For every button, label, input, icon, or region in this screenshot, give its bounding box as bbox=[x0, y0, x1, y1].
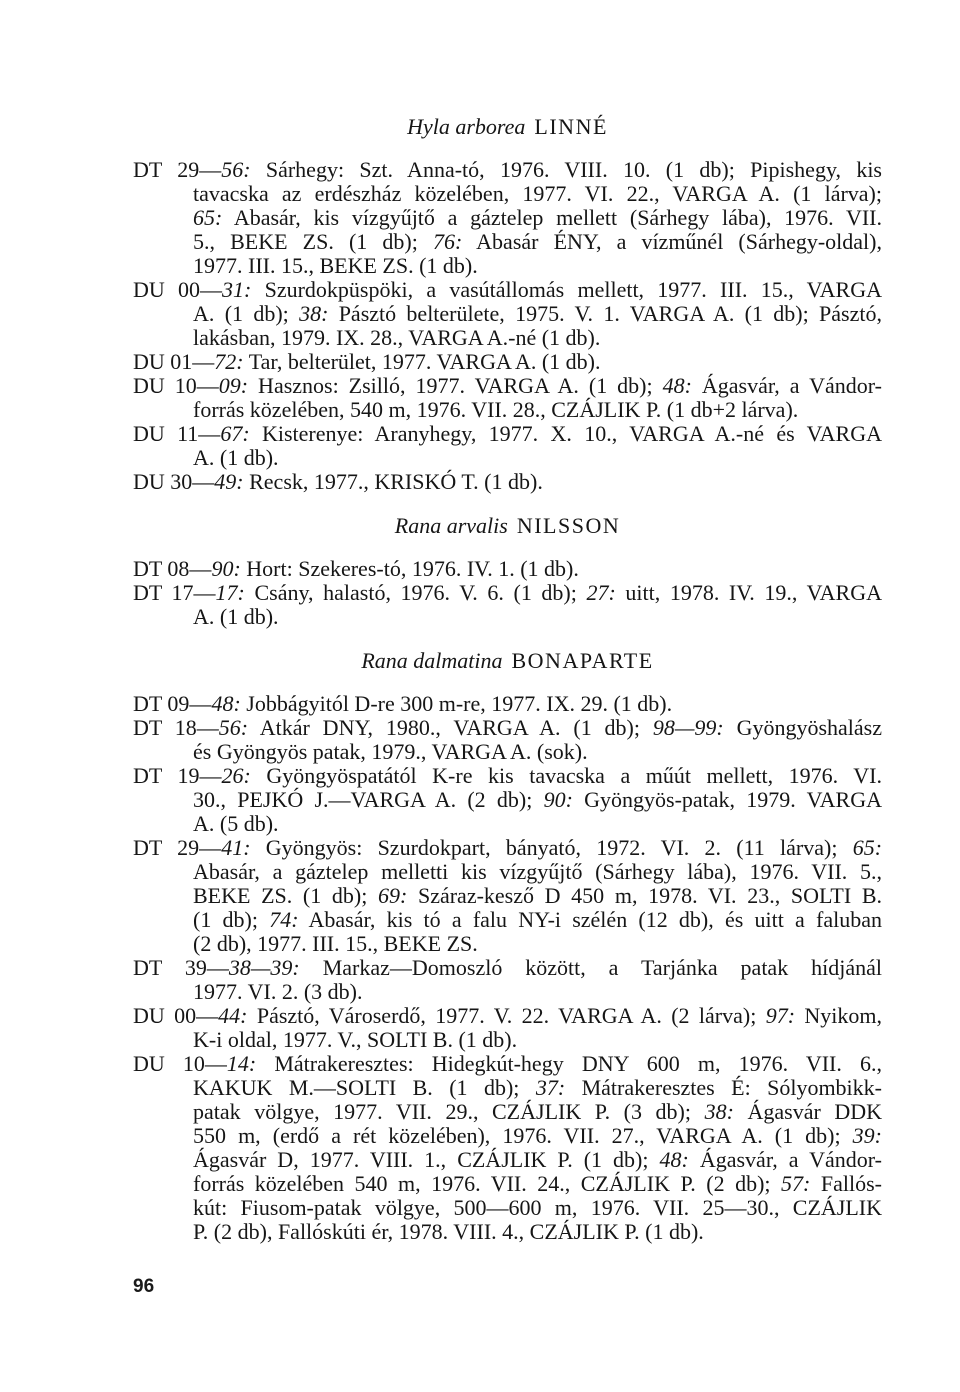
entry-line bbox=[133, 1172, 882, 1196]
record-entry bbox=[133, 1052, 882, 1244]
record-text: Tar, belterület, 1977. VARGA A. (1 db). bbox=[243, 349, 601, 374]
entry-line bbox=[133, 1100, 882, 1124]
species-name: Rana arvalis bbox=[394, 513, 508, 538]
entry-line bbox=[133, 740, 882, 764]
entry-line bbox=[133, 350, 882, 374]
entry-line bbox=[133, 470, 882, 494]
record-text: DT 08— bbox=[133, 556, 212, 581]
entry-line bbox=[133, 788, 882, 812]
locality-code: 31: bbox=[222, 277, 252, 302]
record-text: Mátrakeresztes É: Sólyombikk- bbox=[565, 1075, 882, 1100]
locality-code: 74: bbox=[269, 907, 299, 932]
entry-line bbox=[133, 908, 882, 932]
record-entry bbox=[133, 956, 882, 1004]
locality-code: 41: bbox=[221, 835, 251, 860]
record-text: 550 m, (erdő a rét közelében), 1976. VII. 27., VARGA A. (1 db); bbox=[193, 1123, 853, 1148]
locality-code: 98—99: bbox=[652, 715, 724, 740]
locality-code: 49: bbox=[214, 469, 244, 494]
entry-line bbox=[133, 932, 882, 956]
record-entry bbox=[133, 764, 882, 836]
record-text: DU 30— bbox=[133, 469, 215, 494]
record-text: A. (5 db). bbox=[193, 811, 279, 836]
record-text: (1 db); bbox=[193, 907, 270, 932]
entry-line bbox=[133, 605, 882, 629]
record-text: lakásban, 1979. IX. 28., VARGA A.-né (1 db). bbox=[193, 325, 601, 350]
entry-line bbox=[133, 158, 882, 182]
entry-line bbox=[133, 716, 882, 740]
record-text: Szurdokpüspöki, a vasútállomás mellett, 1977. III. 15., VARGA bbox=[251, 277, 882, 302]
record-text: Ágasvár DDK bbox=[733, 1099, 883, 1124]
record-text: uitt, 1978. IV. 19., VARGA bbox=[615, 580, 882, 605]
record-text: Hort: Szekeres-tó, 1976. IV. 1. (1 db). bbox=[240, 556, 579, 581]
locality-code: 90: bbox=[211, 556, 241, 581]
document-body bbox=[133, 95, 882, 1244]
record-text: Mátrakeresztes: Hidegkút-hegy DNY 600 m, 1976. VII. 6., bbox=[256, 1051, 882, 1076]
species-name: Hyla arborea bbox=[407, 114, 526, 139]
record-text: Recsk, 1977., KRISKÓ T. (1 db). bbox=[243, 469, 543, 494]
entry-line bbox=[133, 581, 882, 605]
entry-line bbox=[133, 1028, 882, 1052]
record-text: (2 db), 1977. III. 15., BEKE ZS. bbox=[193, 931, 478, 956]
record-text: Ágasvár, a Vándor- bbox=[691, 373, 882, 398]
record-text: Hasznos: Zsilló, 1977. VARGA A. (1 db); bbox=[248, 373, 663, 398]
locality-code: 38—39: bbox=[228, 955, 300, 980]
species-heading bbox=[133, 115, 882, 139]
record-entry bbox=[133, 422, 882, 470]
locality-code: 38: bbox=[704, 1099, 734, 1124]
record-text: Pásztó belterülete, 1975. V. 1. VARGA A. (1 db); Pásztó, bbox=[328, 301, 882, 326]
record-text: Ágasvár D, 1977. VIII. 1., CZÁJLIK P. (1 db); bbox=[193, 1147, 660, 1172]
record-entry bbox=[133, 692, 882, 716]
locality-code: 37: bbox=[535, 1075, 566, 1100]
record-text: KAKUK M.—SOLTI B. (1 db); bbox=[193, 1075, 536, 1100]
record-text: Atkár DNY, 1980., VARGA A. (1 db); bbox=[248, 715, 653, 740]
species-section bbox=[133, 514, 882, 629]
record-text: forrás közelében, 540 m, 1976. VII. 28., CZÁJLIK P. (1 db+2 lárva). bbox=[193, 397, 799, 422]
locality-code: 76: bbox=[432, 229, 463, 254]
record-text: Markaz—Domoszló között, a Tarjánka patak hídjánál bbox=[299, 955, 882, 980]
record-entry bbox=[133, 581, 882, 629]
locality-code: 56: bbox=[218, 715, 249, 740]
record-text: Abasár, a gáztelep melletti kis vízgyűjtő (Sárhegy lába), 1976. VII. 5., bbox=[193, 859, 882, 884]
record-text: Pásztó, Városerdő, 1977. V. 22. VARGA A. (2 lárva); bbox=[247, 1003, 766, 1028]
record-entry bbox=[133, 350, 882, 374]
locality-code: 90: bbox=[543, 787, 573, 812]
record-text: DU 00— bbox=[133, 1003, 219, 1028]
entry-line bbox=[133, 692, 882, 716]
record-text: 1977. III. 15., BEKE ZS. (1 db). bbox=[193, 253, 478, 278]
record-text: Jobbágyitól D-re 300 m-re, 1977. IX. 29. (1 db). bbox=[240, 691, 673, 716]
page-number: 96 bbox=[133, 1276, 155, 1297]
record-text: Nyikom, bbox=[795, 1003, 882, 1028]
record-text: A. (1 db); bbox=[193, 301, 300, 326]
record-text: 5., BEKE ZS. (1 db); bbox=[193, 229, 433, 254]
locality-code: 67: bbox=[220, 421, 250, 446]
entry-line bbox=[133, 1148, 882, 1172]
entry-line bbox=[133, 1196, 882, 1220]
record-text: BEKE ZS. (1 db); bbox=[193, 883, 378, 908]
locality-code: 09: bbox=[218, 373, 249, 398]
locality-code: 38: bbox=[299, 301, 329, 326]
entry-line bbox=[133, 956, 882, 980]
species-author: BONAPARTE bbox=[511, 648, 654, 673]
record-entry bbox=[133, 158, 882, 278]
record-entry bbox=[133, 374, 882, 422]
entry-line bbox=[133, 980, 882, 1004]
record-entry bbox=[133, 1004, 882, 1052]
record-text: Ágasvár, a Vándor- bbox=[688, 1147, 883, 1172]
entry-line bbox=[133, 812, 882, 836]
species-author: NILSSON bbox=[516, 513, 621, 538]
record-text: DU 10— bbox=[133, 373, 219, 398]
record-text: patak völgye, 1977. VII. 29., CZÁJLIK P. (3 db); bbox=[193, 1099, 705, 1124]
entry-line bbox=[133, 1124, 882, 1148]
record-text: DT 19— bbox=[133, 763, 222, 788]
record-text: K-i oldal, 1977. V., SOLTI B. (1 db). bbox=[193, 1027, 518, 1052]
locality-code: 65: bbox=[852, 835, 883, 860]
entry-line bbox=[133, 764, 882, 788]
record-text: Csány, halastó, 1976. V. 6. (1 db); bbox=[244, 580, 587, 605]
locality-code: 57: bbox=[781, 1171, 811, 1196]
entry-line bbox=[133, 254, 882, 278]
entry-line bbox=[133, 182, 882, 206]
record-text: P. (2 db), Fallóskúti ér, 1978. VIII. 4., CZÁJLIK P. (1 db). bbox=[193, 1219, 704, 1244]
record-entry bbox=[133, 470, 882, 494]
record-entry bbox=[133, 557, 882, 581]
record-text: DT 39— bbox=[133, 955, 229, 980]
locality-code: 69: bbox=[377, 883, 408, 908]
record-text: DT 17— bbox=[133, 580, 216, 605]
record-text: és Gyöngyös patak, 1979., VARGA A. (sok). bbox=[193, 739, 588, 764]
locality-code: 17: bbox=[215, 580, 245, 605]
entry-line bbox=[133, 446, 882, 470]
species-heading bbox=[133, 514, 882, 538]
record-text: Gyöngyös: Szurdokpart, bányató, 1972. VI. 2. (11 lárva); bbox=[250, 835, 853, 860]
record-text: A. (1 db). bbox=[193, 604, 279, 629]
record-text: DT 18— bbox=[133, 715, 219, 740]
record-text: DU 01— bbox=[133, 349, 215, 374]
entry-line bbox=[133, 206, 882, 230]
entry-line bbox=[133, 326, 882, 350]
locality-code: 48: bbox=[659, 1147, 689, 1172]
record-text: Abasár, kis tó a falu NY-i szélén (12 db), és uitt a faluban bbox=[298, 907, 882, 932]
entry-line bbox=[133, 1076, 882, 1100]
record-text: Száraz-kesző D 450 m, 1978. VI. 23., SOLTI B. bbox=[407, 883, 882, 908]
species-section bbox=[133, 649, 882, 1244]
record-text: DT 09— bbox=[133, 691, 212, 716]
record-text: DU 00— bbox=[133, 277, 223, 302]
record-text: DU 11— bbox=[133, 421, 221, 446]
record-text: Gyöngyöspatától K-re kis tavacska a műút mellett, 1976. VI. bbox=[250, 763, 882, 788]
locality-code: 65: bbox=[193, 205, 223, 230]
locality-code: 27: bbox=[586, 580, 616, 605]
locality-code: 48: bbox=[662, 373, 692, 398]
locality-code: 48: bbox=[211, 691, 241, 716]
record-text: Fallós- bbox=[810, 1171, 882, 1196]
locality-code: 14: bbox=[226, 1051, 257, 1076]
locality-code: 97: bbox=[765, 1003, 796, 1028]
entry-line bbox=[133, 860, 882, 884]
record-entry bbox=[133, 836, 882, 956]
record-entry bbox=[133, 278, 882, 350]
record-text: Abasár ÉNY, a vízműnél (Sárhegy-oldal), bbox=[462, 229, 882, 254]
record-text: forrás közelében 540 m, 1976. VII. 24., CZÁJLIK P. (2 db); bbox=[193, 1171, 782, 1196]
species-author: LINNÉ bbox=[534, 114, 608, 139]
entry-line bbox=[133, 1220, 882, 1244]
record-entry bbox=[133, 716, 882, 764]
entry-line bbox=[133, 1052, 882, 1076]
locality-code: 26: bbox=[221, 763, 251, 788]
species-section bbox=[133, 115, 882, 494]
species-name: Rana dalmatina bbox=[361, 648, 503, 673]
locality-code: 72: bbox=[214, 349, 244, 374]
entry-line bbox=[133, 836, 882, 860]
record-text: kút: Fiusom-patak völgye, 500—600 m, 1976. VII. 25—30., CZÁJLIK bbox=[193, 1195, 882, 1220]
entry-line bbox=[133, 557, 882, 581]
record-text: 1977. VI. 2. (3 db). bbox=[193, 979, 363, 1004]
entry-line bbox=[133, 230, 882, 254]
entry-line bbox=[133, 422, 882, 446]
entry-line bbox=[133, 884, 882, 908]
entry-line bbox=[133, 1004, 882, 1028]
record-text: DT 29— bbox=[133, 835, 222, 860]
locality-code: 44: bbox=[218, 1003, 248, 1028]
record-text: DU 10— bbox=[133, 1051, 227, 1076]
entry-line bbox=[133, 278, 882, 302]
record-text: Gyöngyöshalász bbox=[723, 715, 883, 740]
record-text: Sárhegy: Szt. Anna-tó, 1976. VIII. 10. (1 db); Pipishegy, kis bbox=[250, 157, 882, 182]
species-heading bbox=[133, 649, 882, 673]
locality-code: 39: bbox=[852, 1123, 882, 1148]
record-text: Gyöngyös-patak, 1979. VARGA bbox=[572, 787, 882, 812]
entry-line bbox=[133, 398, 882, 422]
locality-code: 56: bbox=[221, 157, 251, 182]
record-text: tavacska az erdészház közelében, 1977. VI. 22., VARGA A. (1 lárva); bbox=[193, 181, 882, 206]
record-text: Kisterenye: Aranyhegy, 1977. X. 10., VARGA A.-né és VARGA bbox=[249, 421, 882, 446]
record-text: Abasár, kis vízgyűjtő a gáztelep mellett (Sárhegy lába), 1976. VII. bbox=[222, 205, 882, 230]
record-text: DT 29— bbox=[133, 157, 222, 182]
entry-line bbox=[133, 374, 882, 398]
entry-line bbox=[133, 302, 882, 326]
record-text: 30., PEJKÓ J.—VARGA A. (2 db); bbox=[193, 787, 544, 812]
record-text: A. (1 db). bbox=[193, 445, 279, 470]
